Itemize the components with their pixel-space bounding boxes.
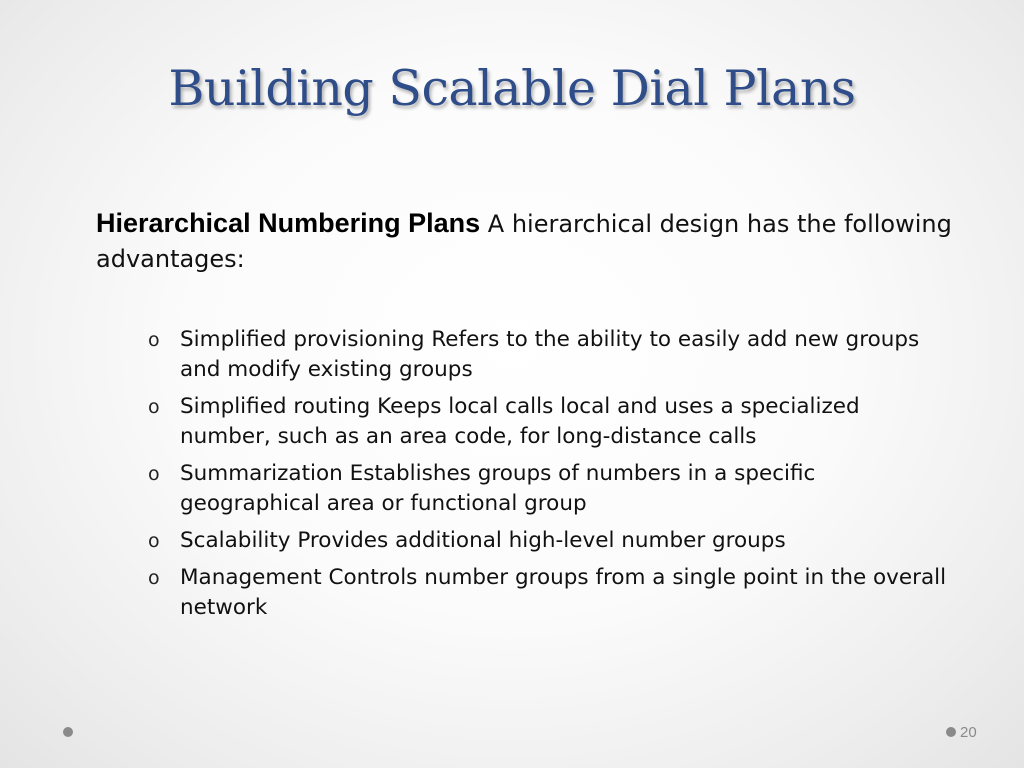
bullet-marker: o xyxy=(148,329,160,351)
list-item-text: Management Controls number groups from a single point in the overall network xyxy=(180,565,947,620)
slide-title: Building Scalable Dial Plans xyxy=(168,60,856,117)
bullet-marker: o xyxy=(148,567,160,589)
list-item-text: Simplified routing Keeps local calls local and uses a specialized number, such as an area code, for long-distance calls xyxy=(180,394,860,449)
list-item-text: Simplified provisioning Refers to the ability to easily add new groups and modify existing groups xyxy=(180,327,920,382)
intro-paragraph xyxy=(96,206,966,277)
page-number: 20 xyxy=(960,724,977,741)
footer-dot-right xyxy=(946,727,956,737)
advantages-list xyxy=(148,325,948,630)
list-item xyxy=(148,325,948,385)
list-item xyxy=(148,392,948,452)
footer-dot-left xyxy=(63,727,73,737)
bullet-marker: o xyxy=(148,463,160,485)
intro-text: A hierarchical design has the following advantages: xyxy=(96,210,952,273)
list-item xyxy=(148,526,948,556)
list-item-text: Scalability Provides additional high-level number groups xyxy=(180,528,786,553)
list-item-text: Summarization Establishes groups of numbers in a specific geographical area or functional group xyxy=(180,461,816,516)
bullet-marker: o xyxy=(148,396,160,418)
bullet-marker: o xyxy=(148,530,160,552)
list-item xyxy=(148,459,948,519)
list-item xyxy=(148,563,948,623)
intro-heading: Hierarchical Numbering Plans xyxy=(96,208,481,238)
